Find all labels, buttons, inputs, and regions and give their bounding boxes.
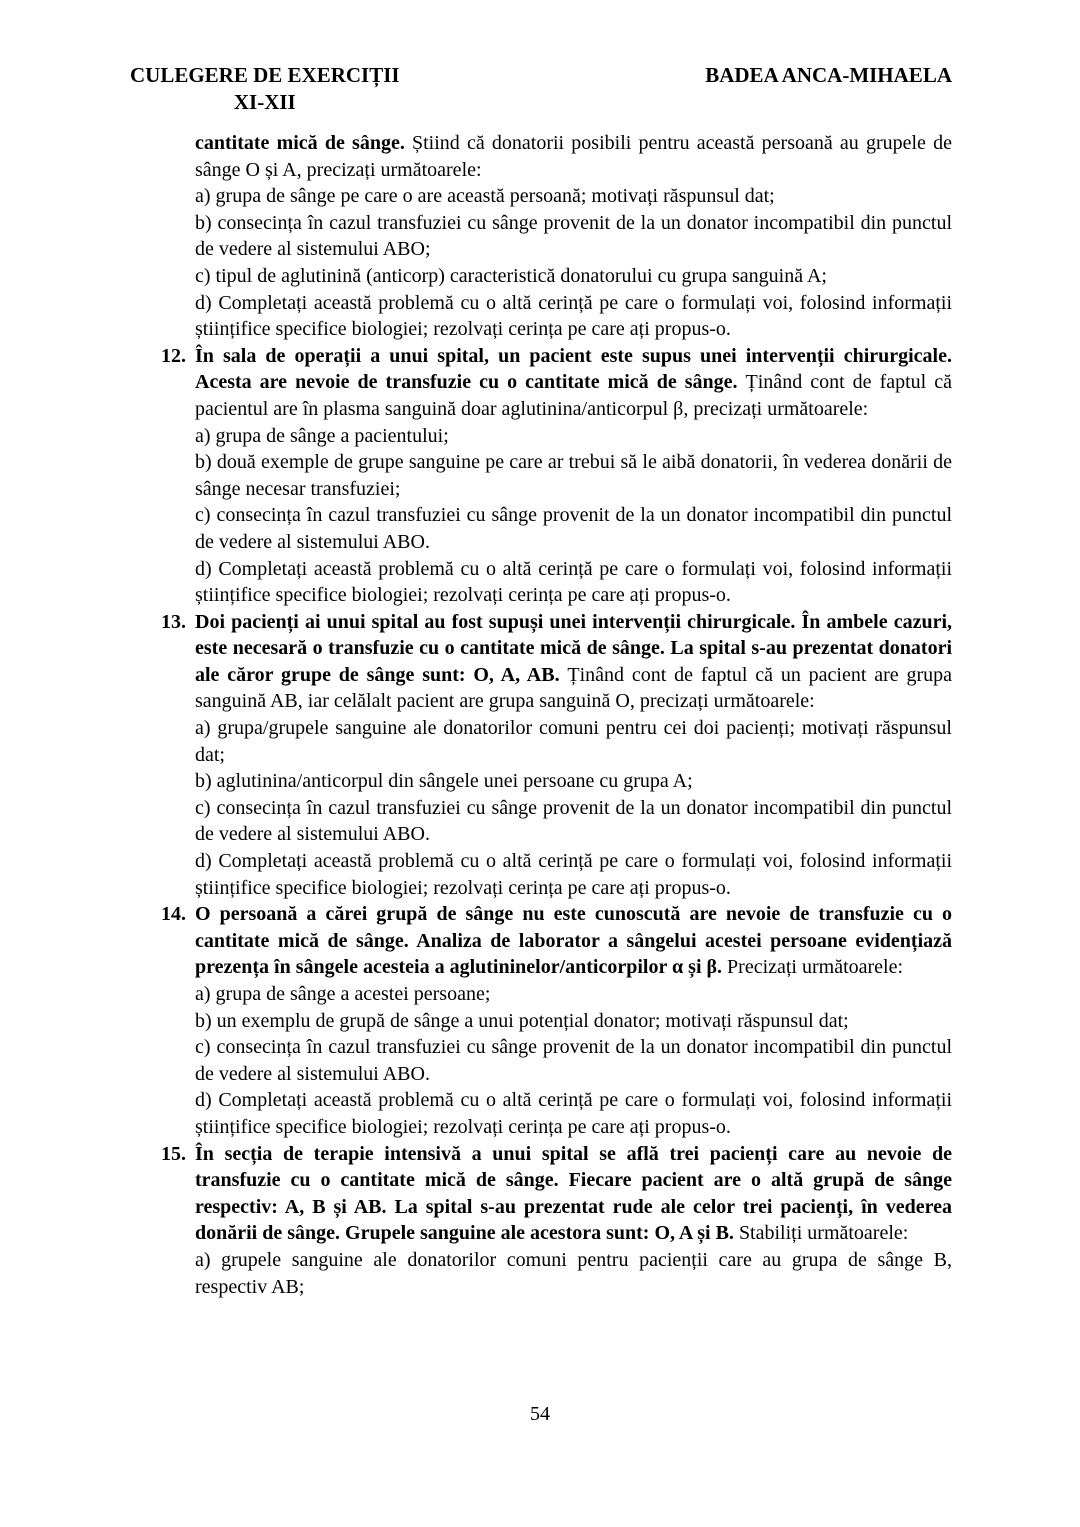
exercise-14-lead bbox=[161, 901, 952, 981]
page-header bbox=[130, 62, 952, 116]
page-number: 54 bbox=[530, 1403, 550, 1425]
exercise-item-15 bbox=[161, 1141, 952, 1301]
grade-range: XI-XII bbox=[233, 90, 296, 114]
exercise-12-lead bbox=[161, 343, 952, 423]
author-name: BADEA ANCA-MIHAELA bbox=[705, 63, 952, 87]
exercise-15-number: 15. bbox=[161, 1142, 186, 1165]
exercise-11-lead bbox=[195, 130, 952, 183]
exercise-item-14 bbox=[161, 901, 952, 1140]
exercise-15-subitem-a: a) grupele sanguine ale donatorilor comuni pentru pacienții care au grupa de sânge B, respectiv AB; bbox=[195, 1248, 952, 1298]
exercise-13-subitem-d: d) Completați această problemă cu o altă cerință pe care o formulați voi, folosind informații științifice specifice biologiei; rezolvați cerința pe care ați propus-o. bbox=[195, 850, 952, 899]
exercise-11-subitem-b: b) consecința în cazul transfuziei cu sânge provenit de la un donator incompatibil din punctul de vedere al sistemului ABO; bbox=[195, 211, 952, 261]
book-title: CULEGERE DE EXERCIȚII bbox=[130, 63, 400, 87]
exercise-13-number: 13. bbox=[161, 610, 186, 633]
exercise-15-lead bbox=[161, 1141, 952, 1247]
exercise-13-subitem-c: c) consecința în cazul transfuziei cu sânge provenit de la un donator incompatibil din punctul de vedere al sistemului ABO. bbox=[195, 796, 952, 846]
exercise-11-subitem-d: d) Completați această problemă cu o altă cerință pe care o formulați voi, folosind informații științifice specifice biologiei; rezolvați cerința pe care ați propus-o. bbox=[195, 291, 952, 341]
exercise-14-subitem-b: b) un exemplu de grupă de sânge a unui potențial donator; motivați răspunsul dat; bbox=[195, 1009, 849, 1032]
exercise-13-subitem-a: a) grupa/grupele sanguine ale donatorilor comuni pentru cei doi pacienți; motivați răspunsul dat; bbox=[195, 717, 952, 766]
exercise-13-lead bbox=[161, 609, 952, 715]
exercise-14-subitem-d: d) Completați această problemă cu o altă cerință pe care o formulați voi, folosind informații științifice specifice biologiei; rezolvați cerința pe care ați propus-o. bbox=[195, 1089, 952, 1138]
exercise-13-lead-rest: Ținând cont de faptul că un pacient are grupa sanguină AB, iar celălalt pacient are grupa sanguină O, precizați următoarele: bbox=[195, 663, 952, 713]
exercise-14-lead-bold: O persoană a cărei grupă de sânge nu este cunoscută are nevoie de transfuzie cu o cantitate mică de sânge. Analiza de laborator a sângelui acestei persoane evidențiază prezența în sângele acesteia a aglutininelor/anticorpilor α și β. bbox=[195, 903, 952, 979]
exercise-15-lead-rest: Stabiliți următoarele: bbox=[733, 1222, 909, 1245]
exercise-11-subitem-c: c) tipul de aglutinină (anticorp) caracteristică donatorului cu grupa sanguină A; bbox=[195, 264, 827, 287]
exercise-12-subitem-c: c) consecința în cazul transfuziei cu sânge provenit de la un donator incompatibil din punctul de vedere al sistemului ABO. bbox=[195, 504, 952, 553]
exercise-item-13 bbox=[161, 609, 952, 902]
exercise-12-subitem-a: a) grupa de sânge a pacientului; bbox=[195, 424, 449, 447]
exercise-14-number: 14. bbox=[161, 903, 186, 926]
exercise-12-lead-rest: Ținând cont de faptul că pacientul are în plasma sanguină doar aglutinina/anticorpul β, precizați următoarele: bbox=[195, 371, 952, 420]
exercise-13-subitem-b: b) aglutinina/anticorpul din sângele unei persoane cu grupa A; bbox=[195, 770, 693, 793]
page-footer bbox=[0, 1403, 1080, 1426]
exercise-11-lead-bold: cantitate mică de sânge. bbox=[195, 132, 405, 154]
exercise-11-subitem-a: a) grupa de sânge pe care o are această persoană; motivați răspunsul dat; bbox=[195, 185, 775, 208]
header-book-title-block bbox=[130, 62, 400, 116]
exercise-11-continuation bbox=[195, 130, 952, 343]
exercise-14-lead-rest: Precizați următoarele: bbox=[722, 956, 904, 979]
exercise-12-number: 12. bbox=[161, 344, 186, 367]
exercise-item-12 bbox=[161, 343, 952, 609]
exercise-12-lead-bold: În sala de operații a unui spital, un pacient este supus unei intervenții chirurgicale. Acesta are nevoie de transfuzie cu o cantitate mică de sânge. bbox=[195, 344, 952, 394]
exercise-15-lead-bold: În secția de terapie intensivă a unui spital se află trei pacienți care au nevoie de transfuzie cu o cantitate mică de sânge. Fiecare pacient are o altă grupă de sânge respectiv: A, B și AB. La spital s-au prezentat rude ale celor trei pacienți, în vederea donării de sânge. Grupele sanguine ale acestora sunt: O, A și B. bbox=[195, 1142, 952, 1245]
exercise-12-subitem-b: b) două exemple de grupe sanguine pe care ar trebui să le aibă donatorii, în vederea donării de sânge necesar transfuziei; bbox=[195, 451, 952, 500]
exercise-14-subitem-a: a) grupa de sânge a acestei persoane; bbox=[195, 983, 491, 1005]
exercise-13-lead-bold: Doi pacienți ai unui spital au fost supuși unei intervenții chirurgicale. În ambele cazuri, este necesară o transfuzie cu o cantitate mică de sânge. La spital s-au prezentat donatori ale căror grupe de sânge sunt: O, A, AB. bbox=[195, 610, 952, 686]
exercise-11-lead-rest: Știind că donatorii posibili pentru această persoană au grupele de sânge O și A, precizați următoarele: bbox=[195, 132, 952, 181]
page-body bbox=[161, 130, 952, 1300]
exercise-14-subitem-c: c) consecința în cazul transfuziei cu sânge provenit de la un donator incompatibil din punctul de vedere al sistemului ABO. bbox=[195, 1036, 952, 1085]
exercise-12-subitem-d: d) Completați această problemă cu o altă cerință pe care o formulați voi, folosind informații științifice specifice biologiei; rezolvați cerința pe care ați propus-o. bbox=[195, 557, 952, 607]
